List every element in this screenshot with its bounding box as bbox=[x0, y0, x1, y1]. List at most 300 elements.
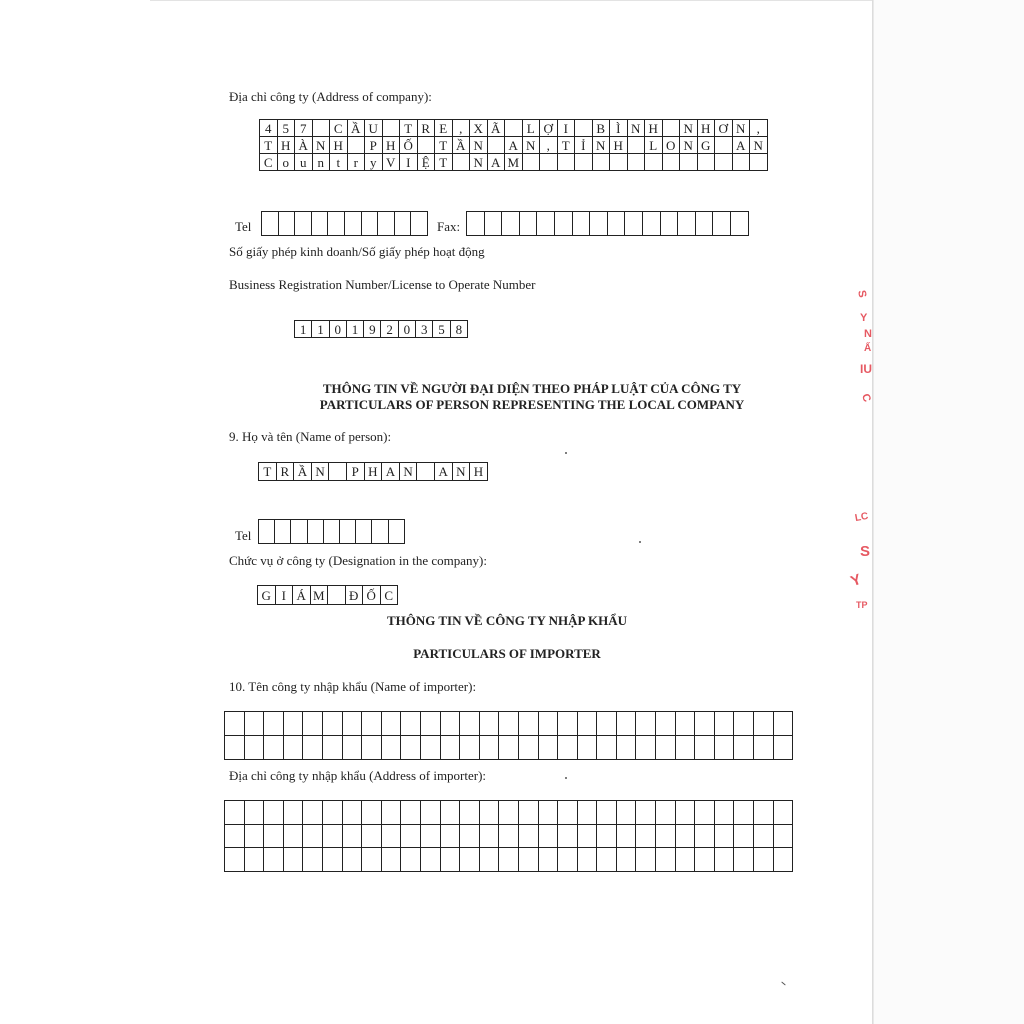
address-cell: G bbox=[698, 137, 716, 154]
importer-name-cell bbox=[754, 736, 774, 760]
importer-heading-en: PARTICULARS OF IMPORTER bbox=[413, 646, 601, 661]
importer-address-cell bbox=[774, 801, 794, 825]
importer-address-cell bbox=[656, 825, 676, 849]
designation-cell: Đ bbox=[346, 586, 364, 605]
person-name-label: 9. Họ và tên (Name of person): bbox=[229, 429, 392, 444]
address-cell: A bbox=[505, 137, 523, 154]
fax-cell bbox=[625, 212, 643, 236]
address-cell: N bbox=[628, 120, 646, 137]
tel-cell bbox=[395, 212, 412, 236]
importer-name-cell bbox=[578, 712, 598, 736]
address-cell bbox=[575, 154, 593, 171]
importer-address-cell bbox=[734, 801, 754, 825]
importer-address-cell bbox=[284, 801, 304, 825]
license-number-grid bbox=[294, 320, 468, 338]
address-cell: N bbox=[470, 137, 488, 154]
importer-address-cell bbox=[499, 801, 519, 825]
importer-address-cell bbox=[715, 825, 735, 849]
fax-cell bbox=[555, 212, 573, 236]
person-tel-cell bbox=[275, 520, 291, 544]
designation-cell: M bbox=[311, 586, 329, 605]
address-cell: Ơ bbox=[715, 120, 733, 137]
address-cell: T bbox=[400, 120, 418, 137]
importer-name-cell bbox=[245, 712, 265, 736]
importer-address-cell bbox=[519, 825, 539, 849]
address-cell bbox=[663, 120, 681, 137]
importer-name-cell bbox=[401, 736, 421, 760]
seal-fragment: C bbox=[858, 392, 873, 404]
address-cell: U bbox=[365, 120, 383, 137]
address-cell: À bbox=[295, 137, 313, 154]
importer-address-cell bbox=[636, 848, 656, 872]
seal-fragment: S bbox=[860, 543, 871, 560]
address-cell: A bbox=[733, 137, 751, 154]
fax-cell bbox=[485, 212, 503, 236]
importer-address-cell bbox=[362, 825, 382, 849]
importer-address-cell bbox=[264, 825, 284, 849]
importer-address-cell bbox=[558, 825, 578, 849]
importer-name-cell bbox=[597, 712, 617, 736]
importer-address-cell bbox=[303, 801, 323, 825]
address-cell: C bbox=[330, 120, 348, 137]
fax-cell bbox=[608, 212, 626, 236]
fax-cell bbox=[520, 212, 538, 236]
importer-name-cell bbox=[323, 712, 343, 736]
address-cell: I bbox=[558, 120, 576, 137]
importer-name-cell bbox=[617, 736, 637, 760]
importer-address-cell bbox=[460, 801, 480, 825]
importer-name-cell bbox=[676, 736, 696, 760]
company-address-grid bbox=[259, 119, 768, 171]
importer-name-cell bbox=[636, 712, 656, 736]
importer-address-cell bbox=[303, 848, 323, 872]
address-cell: u bbox=[295, 154, 313, 171]
importer-address-grid bbox=[224, 800, 793, 872]
importer-name-cell bbox=[774, 712, 794, 736]
person-tel-cell bbox=[389, 520, 405, 544]
importer-name-cell bbox=[225, 712, 245, 736]
seal-fragment: Y bbox=[860, 312, 868, 324]
importer-address-cell bbox=[656, 848, 676, 872]
license-digit-cell: 1 bbox=[312, 321, 329, 338]
address-cell: O bbox=[663, 137, 681, 154]
address-cell bbox=[540, 154, 558, 171]
designation-cell: I bbox=[276, 586, 294, 605]
address-cell: N bbox=[470, 154, 488, 171]
license-label-vi: Số giấy phép kinh doanh/Số giấy phép hoạt động bbox=[229, 244, 485, 259]
person-name-cell: R bbox=[277, 463, 295, 481]
license-label-en: Business Registration Number/License to Operate Number bbox=[229, 277, 536, 292]
importer-name-cell bbox=[460, 736, 480, 760]
address-cell bbox=[715, 154, 733, 171]
address-cell: Ỉ bbox=[575, 137, 593, 154]
address-cell: 4 bbox=[260, 120, 278, 137]
address-cell bbox=[715, 137, 733, 154]
address-cell: T bbox=[558, 137, 576, 154]
license-digit-cell: 3 bbox=[416, 321, 433, 338]
importer-address-cell bbox=[441, 801, 461, 825]
importer-name-cell bbox=[695, 712, 715, 736]
importer-name-cell bbox=[715, 712, 735, 736]
address-cell: H bbox=[330, 137, 348, 154]
person-tel-cell bbox=[308, 520, 324, 544]
address-cell: H bbox=[383, 137, 401, 154]
designation-label: Chức vụ ở công ty (Designation in the company): bbox=[229, 553, 487, 568]
importer-address-cell bbox=[382, 801, 402, 825]
fax-cell bbox=[731, 212, 749, 236]
person-name-cell: Ầ bbox=[294, 463, 312, 481]
address-cell bbox=[575, 120, 593, 137]
person-tel-cell bbox=[324, 520, 340, 544]
importer-name-cell bbox=[441, 712, 461, 736]
address-cell: 7 bbox=[295, 120, 313, 137]
address-cell bbox=[680, 154, 698, 171]
fax-cell bbox=[696, 212, 714, 236]
importer-address-cell bbox=[225, 801, 245, 825]
address-cell: H bbox=[645, 120, 663, 137]
importer-address-cell bbox=[558, 848, 578, 872]
address-cell: T bbox=[435, 137, 453, 154]
license-digit-cell: 9 bbox=[364, 321, 381, 338]
underlying-page bbox=[874, 0, 1024, 1024]
address-cell: I bbox=[400, 154, 418, 171]
person-name-cell: T bbox=[259, 463, 277, 481]
importer-name-cell bbox=[734, 736, 754, 760]
person-name-cell: A bbox=[435, 463, 453, 481]
importer-address-cell bbox=[676, 825, 696, 849]
importer-name-cell bbox=[480, 712, 500, 736]
importer-address-cell bbox=[284, 825, 304, 849]
address-cell bbox=[663, 154, 681, 171]
license-digit-cell: 8 bbox=[451, 321, 468, 338]
importer-name-cell bbox=[656, 736, 676, 760]
importer-address-cell bbox=[225, 848, 245, 872]
importer-name-cell bbox=[264, 736, 284, 760]
importer-address-cell bbox=[597, 801, 617, 825]
person-tel-label: Tel bbox=[235, 528, 252, 543]
importer-address-cell bbox=[695, 825, 715, 849]
person-name-cell: N bbox=[400, 463, 418, 481]
address-cell bbox=[558, 154, 576, 171]
importer-address-cell bbox=[225, 825, 245, 849]
address-cell: Ầ bbox=[348, 120, 366, 137]
importer-address-cell bbox=[421, 848, 441, 872]
importer-name-cell bbox=[421, 712, 441, 736]
person-name-grid bbox=[258, 462, 488, 481]
designation-cell: Ố bbox=[363, 586, 381, 605]
importer-address-cell bbox=[578, 825, 598, 849]
fax-cell bbox=[502, 212, 520, 236]
importer-address-cell bbox=[323, 848, 343, 872]
address-cell: M bbox=[505, 154, 523, 171]
company-tel-grid bbox=[261, 211, 428, 236]
person-tel-cell bbox=[340, 520, 356, 544]
address-cell: n bbox=[313, 154, 331, 171]
importer-address-cell bbox=[401, 801, 421, 825]
scan-speck bbox=[639, 541, 641, 543]
importer-address-cell bbox=[715, 848, 735, 872]
importer-address-cell bbox=[343, 825, 363, 849]
scan-speck bbox=[565, 452, 567, 454]
person-name-cell bbox=[417, 463, 435, 481]
address-cell bbox=[698, 154, 716, 171]
importer-name-cell bbox=[362, 736, 382, 760]
license-digit-cell: 1 bbox=[347, 321, 364, 338]
importer-name-cell bbox=[245, 736, 265, 760]
importer-address-cell bbox=[323, 825, 343, 849]
seal-fragment: Y bbox=[848, 570, 864, 591]
importer-name-cell bbox=[480, 736, 500, 760]
address-cell: P bbox=[365, 137, 383, 154]
importer-name-cell bbox=[754, 712, 774, 736]
person-name-cell: H bbox=[365, 463, 383, 481]
importer-name-cell bbox=[264, 712, 284, 736]
importer-address-cell bbox=[362, 801, 382, 825]
address-cell bbox=[628, 154, 646, 171]
tel-cell bbox=[312, 212, 329, 236]
address-cell: C bbox=[260, 154, 278, 171]
importer-name-cell bbox=[774, 736, 794, 760]
importer-name-cell bbox=[284, 712, 304, 736]
address-cell: Ầ bbox=[453, 137, 471, 154]
importer-address-cell bbox=[480, 848, 500, 872]
address-cell: H bbox=[278, 137, 296, 154]
importer-address-cell bbox=[636, 801, 656, 825]
tel-cell bbox=[378, 212, 395, 236]
importer-address-cell bbox=[539, 848, 559, 872]
importer-address-cell bbox=[362, 848, 382, 872]
license-digit-cell: 2 bbox=[381, 321, 398, 338]
address-cell: y bbox=[365, 154, 383, 171]
importer-address-cell bbox=[578, 848, 598, 872]
person-tel-cell bbox=[356, 520, 372, 544]
importer-address-cell bbox=[734, 848, 754, 872]
address-cell: , bbox=[453, 120, 471, 137]
address-cell bbox=[313, 120, 331, 137]
address-cell: 5 bbox=[278, 120, 296, 137]
importer-name-cell bbox=[343, 712, 363, 736]
address-cell: R bbox=[418, 120, 436, 137]
address-cell: T bbox=[260, 137, 278, 154]
tel-cell bbox=[345, 212, 362, 236]
address-cell: N bbox=[750, 137, 768, 154]
importer-address-cell bbox=[695, 801, 715, 825]
seal-fragment: LC bbox=[854, 510, 870, 525]
fax-cell bbox=[467, 212, 485, 236]
importer-address-cell bbox=[245, 848, 265, 872]
importer-name-cell bbox=[284, 736, 304, 760]
importer-name-cell bbox=[401, 712, 421, 736]
address-cell: E bbox=[435, 120, 453, 137]
importer-address-cell bbox=[774, 848, 794, 872]
importer-address-cell bbox=[460, 825, 480, 849]
importer-address-cell bbox=[617, 825, 637, 849]
address-cell: N bbox=[680, 137, 698, 154]
tel-cell bbox=[362, 212, 379, 236]
company-address-label: Địa chỉ công ty (Address of company): bbox=[229, 89, 432, 104]
designation-cell: G bbox=[258, 586, 276, 605]
importer-address-cell bbox=[264, 801, 284, 825]
tel-cell bbox=[262, 212, 279, 236]
address-cell bbox=[733, 154, 751, 171]
license-digit-cell: 0 bbox=[399, 321, 416, 338]
importer-name-cell bbox=[734, 712, 754, 736]
address-cell: N bbox=[680, 120, 698, 137]
license-digit-cell: 1 bbox=[295, 321, 312, 338]
address-cell: t bbox=[330, 154, 348, 171]
address-cell: T bbox=[435, 154, 453, 171]
tel-cell bbox=[411, 212, 428, 236]
address-cell: Ố bbox=[400, 137, 418, 154]
importer-name-cell bbox=[519, 712, 539, 736]
importer-name-label: 10. Tên công ty nhập khẩu (Name of importer): bbox=[229, 679, 477, 694]
importer-address-cell bbox=[499, 848, 519, 872]
person-name-cell: H bbox=[470, 463, 488, 481]
importer-address-cell bbox=[499, 825, 519, 849]
tel-cell bbox=[328, 212, 345, 236]
importer-address-cell bbox=[460, 848, 480, 872]
importer-address-cell bbox=[480, 825, 500, 849]
importer-address-cell bbox=[421, 801, 441, 825]
seal-fragment: N bbox=[864, 328, 872, 340]
importer-name-cell bbox=[636, 736, 656, 760]
importer-address-cell bbox=[323, 801, 343, 825]
importer-name-cell bbox=[421, 736, 441, 760]
importer-name-cell bbox=[382, 712, 402, 736]
importer-name-cell bbox=[303, 736, 323, 760]
scan-speck bbox=[781, 982, 785, 986]
person-tel-cell bbox=[259, 520, 275, 544]
importer-name-cell bbox=[539, 736, 559, 760]
importer-name-cell bbox=[499, 712, 519, 736]
address-cell bbox=[348, 137, 366, 154]
address-cell bbox=[488, 137, 506, 154]
importer-heading-vi: THÔNG TIN VỀ CÔNG TY NHẬP KHẨU bbox=[386, 613, 628, 628]
importer-address-cell bbox=[303, 825, 323, 849]
importer-name-cell bbox=[617, 712, 637, 736]
importer-address-cell bbox=[519, 848, 539, 872]
importer-address-cell bbox=[617, 848, 637, 872]
importer-address-cell bbox=[382, 848, 402, 872]
address-cell: , bbox=[540, 137, 558, 154]
importer-name-cell bbox=[676, 712, 696, 736]
designation-grid bbox=[257, 585, 398, 605]
address-cell bbox=[418, 137, 436, 154]
address-cell: L bbox=[645, 137, 663, 154]
importer-name-cell bbox=[343, 736, 363, 760]
importer-name-cell bbox=[558, 712, 578, 736]
importer-address-cell bbox=[578, 801, 598, 825]
importer-address-cell bbox=[539, 825, 559, 849]
person-name-cell: A bbox=[382, 463, 400, 481]
person-name-cell bbox=[329, 463, 347, 481]
importer-address-cell bbox=[519, 801, 539, 825]
importer-address-cell bbox=[441, 848, 461, 872]
importer-address-cell bbox=[245, 801, 265, 825]
importer-address-cell bbox=[441, 825, 461, 849]
importer-address-cell bbox=[558, 801, 578, 825]
address-cell: , bbox=[750, 120, 768, 137]
address-cell: Ợ bbox=[540, 120, 558, 137]
address-cell bbox=[523, 154, 541, 171]
importer-name-cell bbox=[225, 736, 245, 760]
person-name-cell: P bbox=[347, 463, 365, 481]
seal-fragment: IU bbox=[860, 362, 872, 376]
address-cell bbox=[383, 120, 401, 137]
license-digit-cell: 0 bbox=[330, 321, 347, 338]
company-fax-grid bbox=[466, 211, 749, 236]
address-cell bbox=[610, 154, 628, 171]
importer-address-cell bbox=[382, 825, 402, 849]
importer-address-cell bbox=[754, 801, 774, 825]
address-cell: N bbox=[593, 137, 611, 154]
importer-address-cell bbox=[754, 825, 774, 849]
fax-cell bbox=[713, 212, 731, 236]
importer-name-cell bbox=[499, 736, 519, 760]
importer-name-cell bbox=[597, 736, 617, 760]
address-cell: B bbox=[593, 120, 611, 137]
representative-heading-en: PARTICULARS OF PERSON REPRESENTING THE LOCAL COMPANY bbox=[319, 397, 745, 412]
fax-cell bbox=[678, 212, 696, 236]
company-tel-label: Tel bbox=[235, 219, 252, 234]
address-cell: Ệ bbox=[418, 154, 436, 171]
address-cell: Ì bbox=[610, 120, 628, 137]
fax-cell bbox=[537, 212, 555, 236]
address-cell: Ã bbox=[488, 120, 506, 137]
seal-fragment: S bbox=[855, 289, 869, 299]
address-cell: A bbox=[488, 154, 506, 171]
importer-name-cell bbox=[323, 736, 343, 760]
importer-address-label: Địa chỉ công ty nhập khẩu (Address of importer): bbox=[229, 768, 487, 783]
importer-address-cell bbox=[636, 825, 656, 849]
address-cell bbox=[645, 154, 663, 171]
designation-cell bbox=[328, 586, 346, 605]
importer-address-cell bbox=[264, 848, 284, 872]
person-name-cell: N bbox=[312, 463, 330, 481]
importer-name-grid bbox=[224, 711, 793, 760]
fax-cell bbox=[573, 212, 591, 236]
importer-address-cell bbox=[401, 825, 421, 849]
fax-cell bbox=[661, 212, 679, 236]
importer-address-cell bbox=[754, 848, 774, 872]
address-cell: N bbox=[313, 137, 331, 154]
importer-address-cell bbox=[656, 801, 676, 825]
importer-name-cell bbox=[519, 736, 539, 760]
importer-address-cell bbox=[617, 801, 637, 825]
importer-address-cell bbox=[421, 825, 441, 849]
person-tel-cell bbox=[372, 520, 388, 544]
importer-address-cell bbox=[284, 848, 304, 872]
importer-name-cell bbox=[558, 736, 578, 760]
seal-fragment: Ấ bbox=[864, 343, 872, 354]
address-cell: V bbox=[383, 154, 401, 171]
importer-address-cell bbox=[401, 848, 421, 872]
importer-name-cell bbox=[578, 736, 598, 760]
importer-name-cell bbox=[539, 712, 559, 736]
address-cell: r bbox=[348, 154, 366, 171]
address-cell: N bbox=[733, 120, 751, 137]
address-cell: o bbox=[278, 154, 296, 171]
designation-cell: Á bbox=[293, 586, 311, 605]
importer-address-cell bbox=[343, 801, 363, 825]
fax-cell bbox=[590, 212, 608, 236]
importer-address-cell bbox=[676, 801, 696, 825]
person-tel-cell bbox=[291, 520, 307, 544]
importer-address-cell bbox=[480, 801, 500, 825]
importer-address-cell bbox=[676, 848, 696, 872]
address-cell: H bbox=[610, 137, 628, 154]
designation-cell: C bbox=[381, 586, 399, 605]
